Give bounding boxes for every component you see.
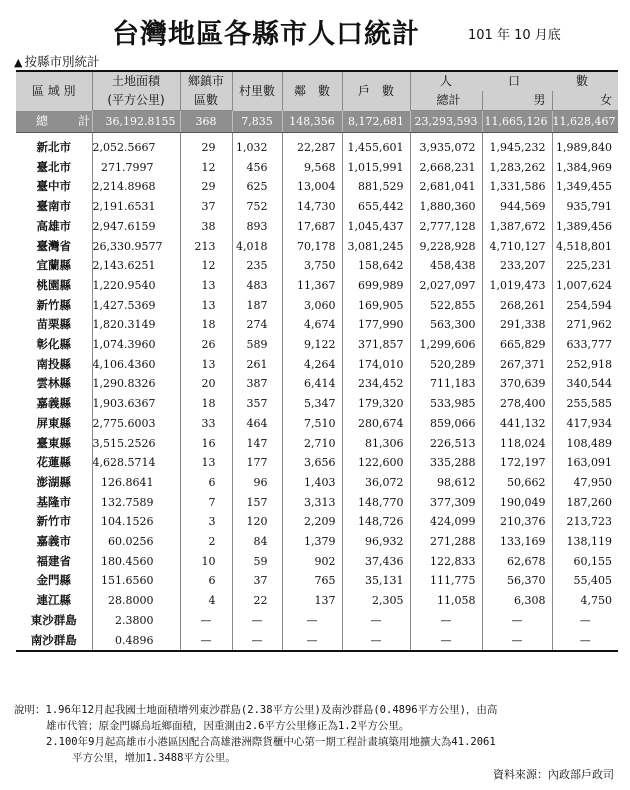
row-cell-neighborhoods: 3,313	[282, 493, 342, 513]
row-cell-male: 62,678	[482, 552, 552, 572]
row-cell-pop-total: 1,880,360	[410, 197, 482, 217]
row-cell-pop-total: 3,935,072	[410, 138, 482, 158]
table-row	[16, 453, 618, 473]
row-cell-pop-total: 2,668,231	[410, 158, 482, 178]
row-cell-neighborhoods: 4,674	[282, 315, 342, 335]
row-cell-male: 133,169	[482, 532, 552, 552]
row-cell-male: 1,019,473	[482, 276, 552, 296]
row-cell-neighborhoods: 17,687	[282, 217, 342, 237]
row-region-name: 臺北市	[16, 158, 92, 178]
row-cell-male: 1,387,672	[482, 217, 552, 237]
row-cell-neighborhoods: 3,060	[282, 296, 342, 316]
table-row	[16, 571, 618, 591]
row-cell-villages: 96	[232, 473, 282, 493]
row-cell-female: 225,231	[566, 259, 613, 273]
row-cell-villages: 625	[232, 177, 282, 197]
row-cell-neighborhoods: 3,750	[282, 256, 342, 276]
row-region-name: 臺中市	[16, 177, 92, 197]
row-cell-female: 187,260	[566, 495, 613, 509]
row-region-name: 連江縣	[16, 591, 92, 611]
table-row	[16, 493, 618, 513]
row-region-name: 花蓮縣	[16, 453, 92, 473]
row-region-name: 基隆市	[16, 493, 92, 513]
row-cell-neighborhoods: 6,414	[282, 374, 342, 394]
row-cell-households: 169,905	[342, 296, 410, 316]
row-cell-male: 172,197	[482, 453, 552, 473]
total-neighborhoods: 148,356	[282, 111, 342, 133]
total-area: 36,192.8155	[92, 111, 180, 133]
row-cell-towns: 4	[180, 591, 232, 611]
row-cell-area: 1,220.9540	[92, 276, 180, 296]
row-cell-towns: 37	[180, 197, 232, 217]
header-area-unit: (平方公里)	[92, 91, 180, 111]
table-row	[16, 158, 618, 178]
row-cell-towns: 10	[180, 552, 232, 572]
row-region-name: 嘉義市	[16, 532, 92, 552]
total-female: 11,628,467	[552, 111, 618, 133]
row-cell-female: 60,155	[573, 554, 613, 568]
row-cell-male: 267,371	[482, 355, 552, 375]
row-cell-towns: 26	[180, 335, 232, 355]
total-label-b: 計	[78, 113, 91, 128]
row-cell-towns: 16	[180, 434, 232, 454]
row-cell-towns: 3	[180, 512, 232, 532]
row-cell-neighborhoods: 902	[282, 552, 342, 572]
row-cell-towns: 13	[180, 355, 232, 375]
row-cell-male: 118,024	[482, 434, 552, 454]
row-region-name: 臺灣省	[16, 237, 92, 257]
row-region-name: 嘉義縣	[16, 394, 92, 414]
row-cell-neighborhoods: 70,178	[282, 237, 342, 257]
row-cell-towns: 6	[180, 473, 232, 493]
row-cell-female: 47,950	[573, 475, 613, 489]
data-source: 資料來源：內政部戶政司	[493, 768, 614, 781]
row-region-name: 屏東縣	[16, 414, 92, 434]
row-cell-neighborhoods: 22,287	[282, 138, 342, 158]
header-region: 區 域 別	[16, 71, 92, 111]
row-cell-female: 1,989,840	[556, 141, 613, 154]
row-region-name: 南投縣	[16, 355, 92, 375]
row-cell-pop-total: 424,099	[410, 512, 482, 532]
row-cell-households: 371,857	[342, 335, 410, 355]
row-cell-male: 268,261	[482, 296, 552, 316]
total-label-a: 總	[36, 113, 49, 128]
row-cell-households: 122,600	[342, 453, 410, 473]
row-region-name: 臺南市	[16, 197, 92, 217]
row-cell-villages: 59	[232, 552, 282, 572]
row-cell-towns: 38	[180, 217, 232, 237]
row-cell-male: 6,308	[482, 591, 552, 611]
row-cell-households: 1,455,601	[342, 138, 410, 158]
row-cell-pop-total: 859,066	[410, 414, 482, 434]
header-towns: 鄉鎮市	[180, 71, 232, 91]
row-cell-households: —	[342, 631, 410, 652]
row-cell-female: 633,777	[566, 338, 613, 352]
row-cell-towns: 6	[180, 571, 232, 591]
row-cell-households: 36,072	[342, 473, 410, 493]
row-cell-villages: 456	[232, 158, 282, 178]
row-cell-pop-total: 458,438	[410, 256, 482, 276]
row-region-name: 南沙群島	[16, 631, 92, 652]
row-cell-households: 1,045,437	[342, 217, 410, 237]
row-cell-towns: 20	[180, 374, 232, 394]
row-cell-area: 0.4896	[92, 631, 180, 652]
row-cell-female: 4,518,801	[556, 239, 613, 253]
row-cell-female: 935,791	[566, 200, 613, 214]
row-cell-male: 50,662	[482, 473, 552, 493]
row-cell-male: 190,049	[482, 493, 552, 513]
row-cell-male: 56,370	[482, 571, 552, 591]
row-cell-male: 944,569	[482, 197, 552, 217]
row-cell-male: 1,945,232	[482, 138, 552, 158]
row-cell-area: 3,515.2526	[92, 434, 180, 454]
row-region-name: 新竹縣	[16, 296, 92, 316]
table-row	[16, 197, 618, 217]
row-cell-male: 233,207	[482, 256, 552, 276]
row-cell-area: 2,143.6251	[92, 256, 180, 276]
row-cell-households: 280,674	[342, 414, 410, 434]
row-cell-area: 2,052.5667	[92, 138, 180, 158]
row-cell-neighborhoods: 5,347	[282, 394, 342, 414]
table-row	[16, 138, 618, 158]
row-cell-households: 148,726	[342, 512, 410, 532]
row-cell-area: 1,290.8326	[92, 374, 180, 394]
row-cell-villages: 84	[232, 532, 282, 552]
row-cell-villages: 120	[232, 512, 282, 532]
row-cell-male: 210,376	[482, 512, 552, 532]
row-cell-households: 81,306	[342, 434, 410, 454]
row-cell-neighborhoods: 137	[282, 591, 342, 611]
population-table	[16, 70, 618, 652]
table-row	[16, 237, 618, 257]
row-cell-neighborhoods: 2,710	[282, 434, 342, 454]
row-cell-villages: 464	[232, 414, 282, 434]
subhead-text: 按縣市別統計	[24, 54, 100, 69]
row-cell-villages: 357	[232, 394, 282, 414]
row-cell-female: 55,405	[573, 574, 613, 588]
note-1a: 說明：1.96年12月起我國土地面積增列東沙群島(2.38平方公里)及南沙群島(0.4896平方公里)，由高	[14, 704, 498, 716]
row-cell-pop-total: 111,775	[410, 571, 482, 591]
row-cell-male: —	[482, 631, 552, 652]
row-cell-female: 271,962	[566, 318, 613, 332]
row-cell-villages: 147	[232, 434, 282, 454]
row-cell-pop-total: 9,228,928	[410, 237, 482, 257]
row-cell-male: 1,283,262	[482, 158, 552, 178]
row-cell-female: 213,723	[566, 515, 613, 529]
table-row	[16, 177, 618, 197]
table-row	[16, 414, 618, 434]
row-cell-neighborhoods: —	[282, 611, 342, 631]
row-cell-area: 2.3800	[92, 611, 180, 631]
row-cell-households: 699,989	[342, 276, 410, 296]
row-cell-pop-total: 226,513	[410, 434, 482, 454]
row-cell-towns: 13	[180, 453, 232, 473]
row-cell-households: 96,932	[342, 532, 410, 552]
row-cell-female: 1,007,624	[556, 278, 613, 292]
table-row	[16, 532, 618, 552]
header-households: 戶 數	[342, 71, 410, 111]
note-2a: 2.100年9月起高雄市小港區因配合高雄港洲際貨櫃中心第一期工程計畫填築用地擴大為41.2061	[46, 736, 496, 748]
row-cell-households: 158,642	[342, 256, 410, 276]
table-row	[16, 434, 618, 454]
row-cell-villages: 157	[232, 493, 282, 513]
row-cell-male: —	[482, 611, 552, 631]
row-cell-pop-total: —	[410, 631, 482, 652]
row-cell-households: 655,442	[342, 197, 410, 217]
row-cell-pop-total: 533,985	[410, 394, 482, 414]
header-pop-male: 男	[482, 91, 552, 111]
total-label	[16, 111, 92, 133]
row-region-name: 東沙群島	[16, 611, 92, 631]
row-cell-female: —	[579, 613, 591, 627]
row-cell-households: 1,015,991	[342, 158, 410, 178]
row-cell-neighborhoods: 7,510	[282, 414, 342, 434]
row-cell-pop-total: 2,027,097	[410, 276, 482, 296]
row-cell-area: 2,947.6159	[92, 217, 180, 237]
table-row	[16, 512, 618, 532]
triangle-icon: ▲	[14, 56, 23, 69]
row-cell-pop-total: 98,612	[410, 473, 482, 493]
row-cell-pop-total: 271,288	[410, 532, 482, 552]
total-male: 11,665,126	[482, 111, 552, 133]
row-cell-pop-total: 122,833	[410, 552, 482, 572]
table-row	[16, 355, 618, 375]
row-cell-area: 2,214.8968	[92, 177, 180, 197]
row-cell-male: 4,710,127	[482, 237, 552, 257]
row-cell-households: 37,436	[342, 552, 410, 572]
title-date: 101 年 10 月底	[468, 28, 561, 43]
row-cell-neighborhoods: 1,379	[282, 532, 342, 552]
total-households: 8,172,681	[342, 111, 410, 133]
row-cell-pop-total: 711,183	[410, 374, 482, 394]
row-region-name: 福建省	[16, 552, 92, 572]
row-cell-households: 179,320	[342, 394, 410, 414]
row-cell-towns: 213	[180, 237, 232, 257]
row-cell-area: 2,191.6531	[92, 197, 180, 217]
row-cell-area: 1,427.5369	[92, 296, 180, 316]
row-cell-households: 35,131	[342, 571, 410, 591]
row-cell-towns: 33	[180, 414, 232, 434]
row-cell-households: 2,305	[342, 591, 410, 611]
row-cell-villages: 589	[232, 335, 282, 355]
row-cell-towns: 13	[180, 296, 232, 316]
row-cell-neighborhoods: 13,004	[282, 177, 342, 197]
table-row	[16, 611, 618, 631]
row-cell-villages: 1,032	[232, 138, 282, 158]
row-cell-households: 148,770	[342, 493, 410, 513]
row-cell-villages: 235	[232, 256, 282, 276]
page-title: 台灣地區各縣市人口統計	[112, 19, 420, 50]
table-row	[16, 335, 618, 355]
row-cell-neighborhoods: 4,264	[282, 355, 342, 375]
row-cell-area: 1,903.6367	[92, 394, 180, 414]
row-cell-neighborhoods: —	[282, 631, 342, 652]
row-cell-area: 1,074.3960	[92, 335, 180, 355]
row-cell-area: 4,628.5714	[92, 453, 180, 473]
row-cell-towns: 29	[180, 138, 232, 158]
row-cell-villages: 893	[232, 217, 282, 237]
note-1b: 雄市代管；原金門縣烏坵鄉面積，因重測由2.6平方公里修正為1.2平方公里。	[46, 720, 410, 732]
row-cell-pop-total: 2,681,041	[410, 177, 482, 197]
total-towns: 368	[180, 111, 232, 133]
row-cell-female: 340,544	[566, 377, 613, 391]
row-cell-neighborhoods: 2,209	[282, 512, 342, 532]
table-row	[16, 394, 618, 414]
row-cell-female: 1,349,455	[556, 180, 613, 194]
total-row	[16, 111, 618, 133]
header-villages: 村里數	[232, 71, 282, 111]
row-cell-area: 126.8641	[92, 473, 180, 493]
row-cell-pop-total: 335,288	[410, 453, 482, 473]
row-cell-villages: —	[232, 631, 282, 652]
row-cell-area: 60.0256	[92, 532, 180, 552]
row-cell-female: —	[552, 631, 618, 652]
row-cell-villages: 483	[232, 276, 282, 296]
row-region-name: 雲林縣	[16, 374, 92, 394]
table-row	[16, 473, 618, 493]
row-cell-area: 271.7997	[92, 158, 180, 178]
row-cell-pop-total: 522,855	[410, 296, 482, 316]
row-region-name: 宜蘭縣	[16, 256, 92, 276]
row-cell-male: 441,132	[482, 414, 552, 434]
row-cell-pop-total: 563,300	[410, 315, 482, 335]
row-cell-female: 252,918	[566, 357, 613, 371]
row-cell-female: 1,384,969	[556, 160, 613, 174]
row-cell-villages: 387	[232, 374, 282, 394]
row-cell-households: —	[342, 611, 410, 631]
row-region-name: 金門縣	[16, 571, 92, 591]
row-cell-neighborhoods: 9,122	[282, 335, 342, 355]
row-cell-households: 881,529	[342, 177, 410, 197]
row-cell-female: 138,119	[566, 535, 613, 549]
row-cell-area: 104.1526	[92, 512, 180, 532]
header-neighborhoods: 鄰 數	[282, 71, 342, 111]
row-cell-villages: 37	[232, 571, 282, 591]
row-region-name: 臺東縣	[16, 434, 92, 454]
row-region-name: 高雄市	[16, 217, 92, 237]
row-region-name: 苗栗縣	[16, 315, 92, 335]
row-cell-towns: 29	[180, 177, 232, 197]
note-2b: 平方公里，增加1.3488平方公里。	[72, 752, 236, 764]
header-pop-female: 女	[552, 91, 618, 111]
row-cell-male: 665,829	[482, 335, 552, 355]
table-row	[16, 256, 618, 276]
row-cell-villages: —	[232, 611, 282, 631]
row-cell-pop-total: —	[410, 611, 482, 631]
total-villages: 7,835	[232, 111, 282, 133]
row-cell-towns: 7	[180, 493, 232, 513]
row-cell-neighborhoods: 1,403	[282, 473, 342, 493]
row-cell-households: 174,010	[342, 355, 410, 375]
row-cell-households: 234,452	[342, 374, 410, 394]
row-cell-villages: 752	[232, 197, 282, 217]
table-row	[16, 591, 618, 611]
row-cell-pop-total: 11,058	[410, 591, 482, 611]
subhead	[14, 52, 99, 70]
row-cell-pop-total: 377,309	[410, 493, 482, 513]
row-region-name: 彰化縣	[16, 335, 92, 355]
row-cell-neighborhoods: 11,367	[282, 276, 342, 296]
row-cell-towns: 2	[180, 532, 232, 552]
notes	[14, 702, 620, 766]
table-row	[16, 217, 618, 237]
row-cell-neighborhoods: 3,656	[282, 453, 342, 473]
row-cell-neighborhoods: 765	[282, 571, 342, 591]
table-row	[16, 276, 618, 296]
row-cell-area: 1,820.3149	[92, 315, 180, 335]
table-row	[16, 552, 618, 572]
row-cell-area: 151.6560	[92, 571, 180, 591]
header-pop-total: 總計	[410, 91, 482, 111]
row-cell-female: 163,091	[566, 456, 613, 470]
row-cell-towns: 12	[180, 158, 232, 178]
row-cell-female: 1,389,456	[556, 219, 613, 233]
row-cell-towns: 12	[180, 256, 232, 276]
row-cell-area: 28.8000	[92, 591, 180, 611]
row-cell-villages: 261	[232, 355, 282, 375]
title-area	[0, 12, 630, 52]
row-cell-towns: —	[180, 611, 232, 631]
row-cell-villages: 22	[232, 591, 282, 611]
row-cell-female: 254,594	[566, 298, 613, 312]
row-region-name: 桃園縣	[16, 276, 92, 296]
header-area: 土地面積	[92, 71, 180, 91]
row-cell-neighborhoods: 14,730	[282, 197, 342, 217]
row-cell-towns: 18	[180, 394, 232, 414]
row-cell-towns: —	[180, 631, 232, 652]
row-cell-villages: 187	[232, 296, 282, 316]
row-cell-area: 26,330.9577	[92, 237, 180, 257]
row-cell-female: 255,585	[566, 397, 613, 411]
row-cell-households: 3,081,245	[342, 237, 410, 257]
row-cell-villages: 177	[232, 453, 282, 473]
row-cell-female: 4,750	[580, 594, 613, 608]
row-cell-male: 291,338	[482, 315, 552, 335]
row-cell-towns: 13	[180, 276, 232, 296]
row-cell-area: 180.4560	[92, 552, 180, 572]
table-row	[16, 315, 618, 335]
row-cell-households: 177,990	[342, 315, 410, 335]
row-cell-area: 4,106.4360	[92, 355, 180, 375]
header-towns-unit: 區數	[180, 91, 232, 111]
row-cell-pop-total: 2,777,128	[410, 217, 482, 237]
row-cell-towns: 18	[180, 315, 232, 335]
row-cell-male: 1,331,586	[482, 177, 552, 197]
table-row	[16, 631, 618, 652]
table-row	[16, 374, 618, 394]
row-region-name: 新北市	[16, 138, 92, 158]
row-cell-area: 132.7589	[92, 493, 180, 513]
table-row	[16, 296, 618, 316]
row-cell-male: 370,639	[482, 374, 552, 394]
total-pop: 23,293,593	[410, 111, 482, 133]
row-cell-neighborhoods: 9,568	[282, 158, 342, 178]
row-cell-pop-total: 1,299,606	[410, 335, 482, 355]
row-cell-villages: 274	[232, 315, 282, 335]
row-region-name: 新竹市	[16, 512, 92, 532]
row-cell-female: 108,489	[566, 436, 613, 450]
row-cell-villages: 4,018	[232, 237, 282, 257]
row-cell-male: 278,400	[482, 394, 552, 414]
row-cell-female: 417,934	[566, 416, 613, 430]
row-region-name: 澎湖縣	[16, 473, 92, 493]
header-population: 人 口 數	[410, 71, 618, 91]
row-cell-pop-total: 520,289	[410, 355, 482, 375]
row-cell-area: 2,775.6003	[92, 414, 180, 434]
